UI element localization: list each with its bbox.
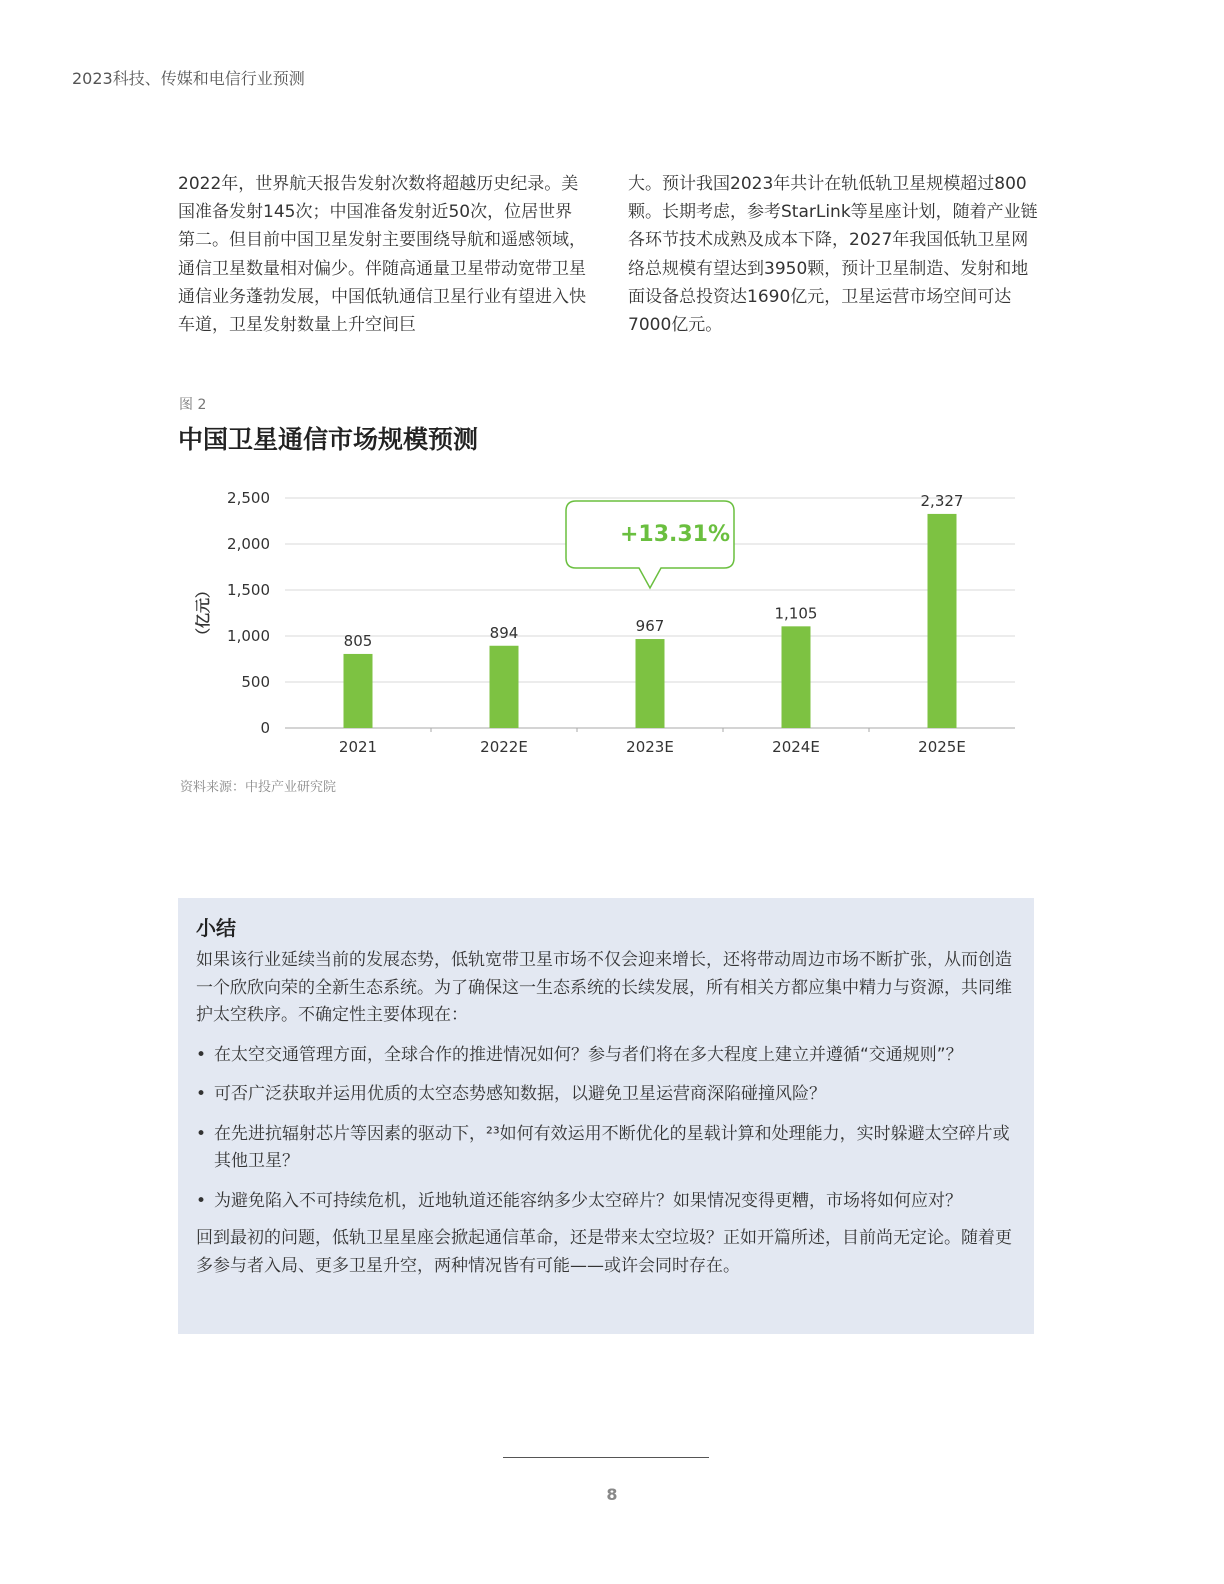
x-tick-label: 2025E xyxy=(918,738,966,756)
bar-2021 xyxy=(344,654,373,728)
bar-2023E xyxy=(636,639,665,728)
summary-intro: 如果该行业延续当前的发展态势，低轨宽带卫星市场不仅会迎来增长，还将带动周边市场不断扩张，从而创造一个欣欣向荣的全新生态系统。为了确保这一生态系统的长续发展，所有相关方都应集中精力与资源，共同维护太空秩序。不确定性主要体现在： xyxy=(196,950,1012,1025)
y-tick-label: 0 xyxy=(260,719,270,737)
growth-callout-text: +13.31% xyxy=(619,522,731,547)
summary-bullet: • 在先进抗辐射芯片等因素的驱动下，²³如何有效运用不断优化的星载计算和处理能力，实时躲避太空碎片或其他卫星？ xyxy=(196,1121,1016,1176)
x-tick-label: 2024E xyxy=(772,738,820,756)
y-tick-label: 500 xyxy=(241,673,270,691)
footer-divider xyxy=(503,1457,709,1458)
page-number: 8 xyxy=(606,1485,618,1504)
x-tick-label: 2023E xyxy=(626,738,674,756)
figure-label: 图 2 xyxy=(179,397,207,413)
data-label: 1,105 xyxy=(774,604,818,623)
data-label: 894 xyxy=(489,623,519,642)
body-text-right: 大。预计我国2023年共计在轨低轨卫星规模超过800颗。长期考虑，参考StarLink等星座计划，随着产业链各环节技术成熟及成本下降，2027年我国低轨卫星网络总规模有望达到3950颗，预计卫星制造、发射和地面设备总投资达1690亿元，卫星运营市场空间可达7000亿元。 xyxy=(628,174,1038,336)
data-label: 2,327 xyxy=(920,491,964,510)
figure-title: 中国卫星通信市场规模预测 xyxy=(178,425,479,454)
y-axis-label: （亿元） xyxy=(194,582,212,644)
data-label: 805 xyxy=(343,631,373,650)
x-tick-label: 2021 xyxy=(338,738,378,756)
bar-2022E xyxy=(490,646,519,728)
summary-bullet: • 为避免陷入不可持续危机，近地轨道还能容纳多少太空碎片？如果情况变得更糟，市场将如何应对？ xyxy=(196,1188,1016,1216)
summary-title: 小结 xyxy=(196,916,236,940)
body-text-left: 2022年，世界航天报告发射次数将超越历史纪录。美国准备发射145次；中国准备发射近50次，位居世界第二。但目前中国卫星发射主要围绕导航和遥感领域，通信卫星数量相对偏少。伴随高通量卫星带动宽带卫星通信业务蓬勃发展，中国低轨通信卫星行业有望进入快车道，卫星发射数量上升空间巨 xyxy=(178,174,586,336)
y-tick-label: 2,000 xyxy=(227,535,270,553)
x-tick-label: 2022E xyxy=(480,738,528,756)
summary-bullet: • 在太空交通管理方面，全球合作的推进情况如何？参与者们将在多大程度上建立并遵循“交通规则”？ xyxy=(196,1042,1016,1070)
market-size-bar-chart xyxy=(178,478,1038,778)
summary-bullet-list xyxy=(196,1042,1016,1216)
summary-conclusion: 回到最初的问题，低轨卫星星座会掀起通信革命，还是带来太空垃圾？正如开篇所述，目前尚无定论。随着更多参与者入局、更多卫星升空，两种情况皆有可能——或许会同时存在。 xyxy=(196,1228,1012,1276)
data-label: 967 xyxy=(635,617,665,636)
figure-source: 资料来源：中投产业研究院 xyxy=(180,780,337,795)
bar-2024E xyxy=(782,626,811,728)
y-tick-label: 2,500 xyxy=(227,489,270,507)
y-tick-label: 1,500 xyxy=(227,581,270,599)
bar-2025E xyxy=(928,514,957,728)
summary-box xyxy=(178,898,1034,1334)
y-tick-label: 1,000 xyxy=(227,627,270,645)
document-header: 2023科技、传媒和电信行业预测 xyxy=(72,69,305,88)
summary-bullet: • 可否广泛获取并运用优质的太空态势感知数据，以避免卫星运营商深陷碰撞风险？ xyxy=(196,1081,1016,1109)
